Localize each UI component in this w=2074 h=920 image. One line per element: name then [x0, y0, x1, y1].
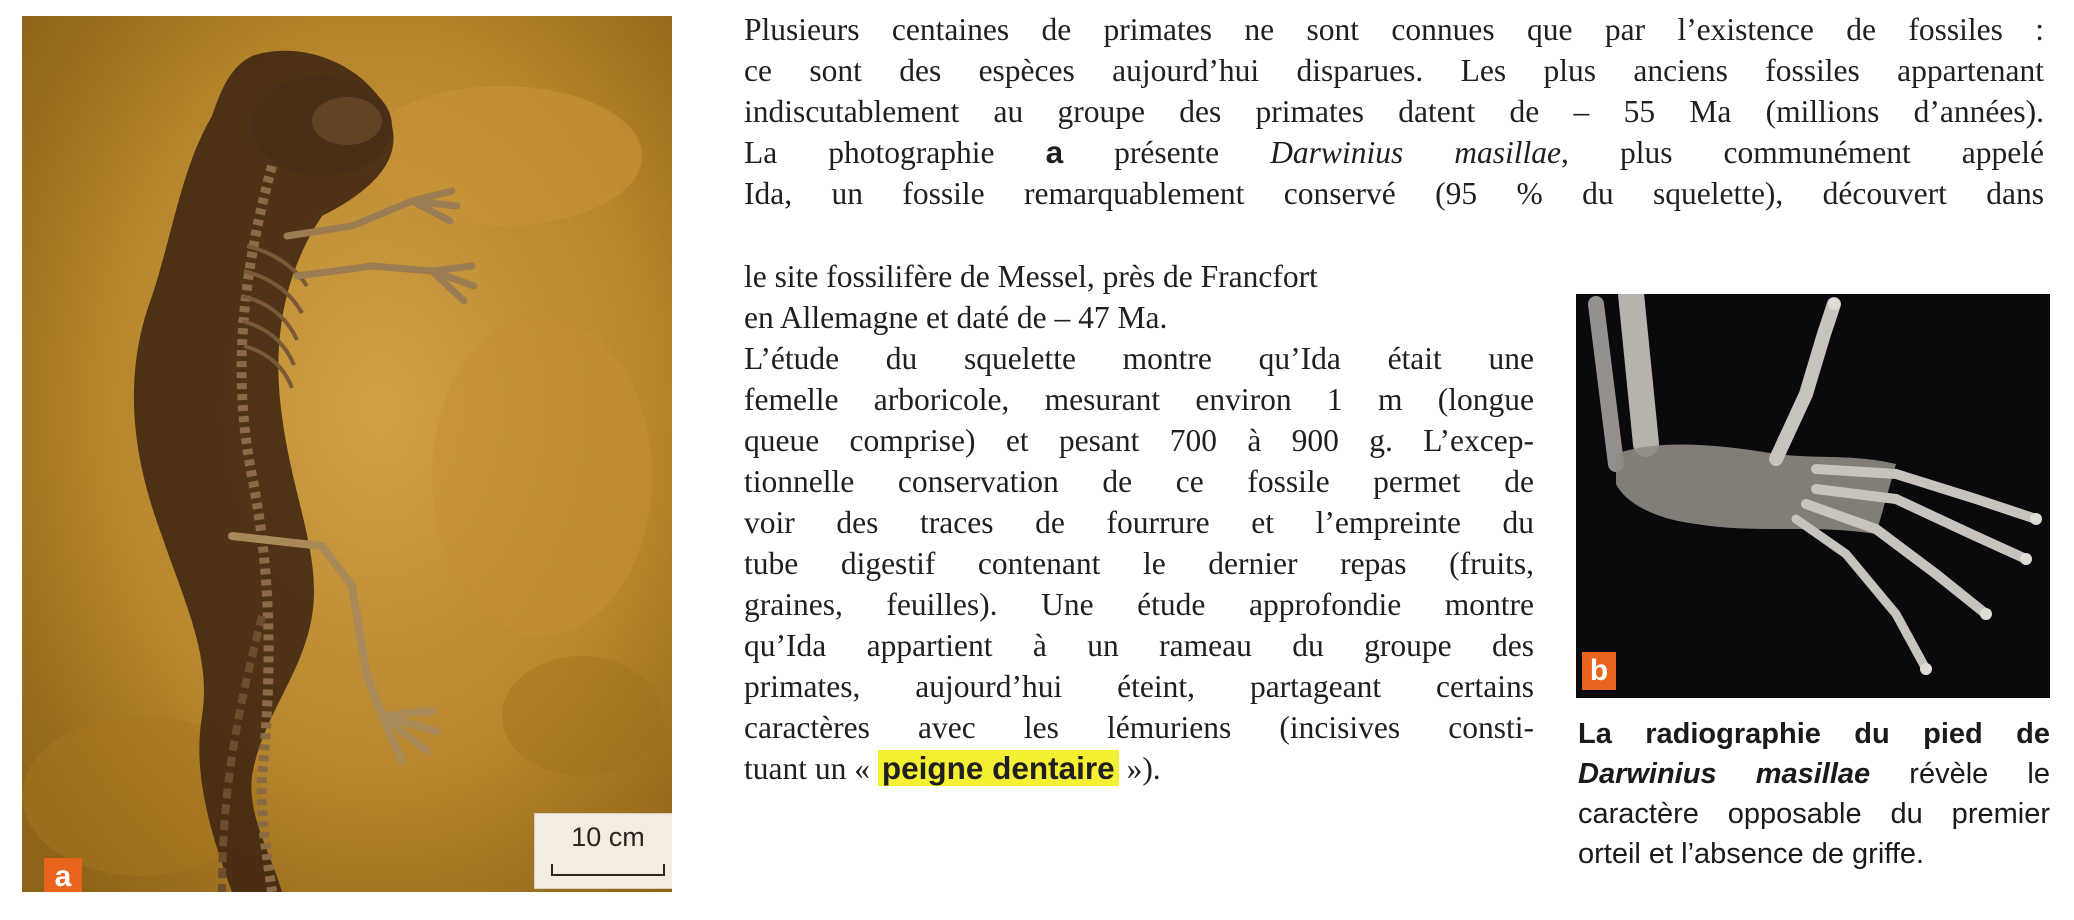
scale-label: 10 cm: [571, 822, 645, 852]
text-line: voir des traces de fourrure et l’empreinte du: [744, 505, 1534, 540]
highlighted-term: peigne dentaire: [878, 750, 1119, 786]
caption-line: [1578, 714, 2050, 754]
intro-paragraph: [744, 9, 2044, 214]
text-segment: tuant un «: [744, 751, 878, 786]
figure-b-badge: b: [1582, 652, 1616, 690]
text-line: ce sont des espèces aujourd’hui disparues. Les plus anciens fossiles appartenant: [744, 53, 2044, 88]
caption-text: révèle le: [1870, 758, 2050, 790]
text-segment: »).: [1118, 751, 1161, 786]
text-segment: La photographie: [744, 135, 1046, 170]
text-line: [744, 132, 2044, 173]
figure-a-badge: a: [44, 858, 82, 892]
species-name: Darwinius masillae: [1270, 135, 1562, 170]
figure-a-reference: a: [1045, 134, 1064, 170]
body-paragraph: [744, 256, 1534, 789]
scale-bar-box: [534, 813, 672, 889]
text-line: le site fossilifère de Messel, près de Francfort: [744, 259, 1318, 294]
scale-bar: [551, 864, 665, 876]
text-line: tionnelle conservation de ce fossile permet de: [744, 464, 1534, 499]
fossil-photo-a: [22, 16, 672, 892]
text-line: en Allemagne et daté de – 47 Ma.: [744, 300, 1168, 335]
text-line: graines, feuilles). Une étude approfondie montre: [744, 587, 1534, 622]
xray-photo-b: [1576, 294, 2050, 698]
text-line: indiscutablement au groupe des primates datent de – 55 Ma (millions d’années).: [744, 94, 2044, 129]
caption-line: caractère opposable du premier: [1578, 798, 2050, 830]
fossil-illustration: [22, 16, 672, 892]
caption-line: [1578, 754, 2050, 794]
text-line: [744, 748, 1534, 789]
caption-line: orteil et l’absence de griffe.: [1578, 838, 1925, 870]
text-segment: , plus communément appelé: [1561, 135, 2044, 170]
figure-b-caption: [1578, 714, 2050, 874]
text-line: queue comprise) et pesant 700 à 900 g. L’excep-: [744, 423, 1534, 458]
text-line: qu’Ida appartient à un rameau du groupe des: [744, 628, 1534, 663]
xray-foot-illustration: [1576, 294, 2050, 698]
text-line: caractères avec les lémuriens (incisives consti-: [744, 710, 1534, 745]
text-segment: présente: [1063, 135, 1271, 170]
text-line: primates, aujourd’hui éteint, partageant certains: [744, 669, 1534, 704]
text-line: tube digestif contenant le dernier repas (fruits,: [744, 546, 1534, 581]
text-line: femelle arboricole, mesurant environ 1 m (longue: [744, 382, 1534, 417]
text-line: L’étude du squelette montre qu’Ida était une: [744, 341, 1534, 376]
text-line: Plusieurs centaines de primates ne sont connues que par l’existence de fossiles :: [744, 12, 2044, 47]
species-name: Darwinius masillae: [1578, 758, 1871, 790]
caption-text: La radiographie du pied de: [1578, 718, 2050, 750]
text-line: Ida, un fossile remarquablement conservé (95 % du squelette), découvert dans: [744, 176, 2044, 211]
